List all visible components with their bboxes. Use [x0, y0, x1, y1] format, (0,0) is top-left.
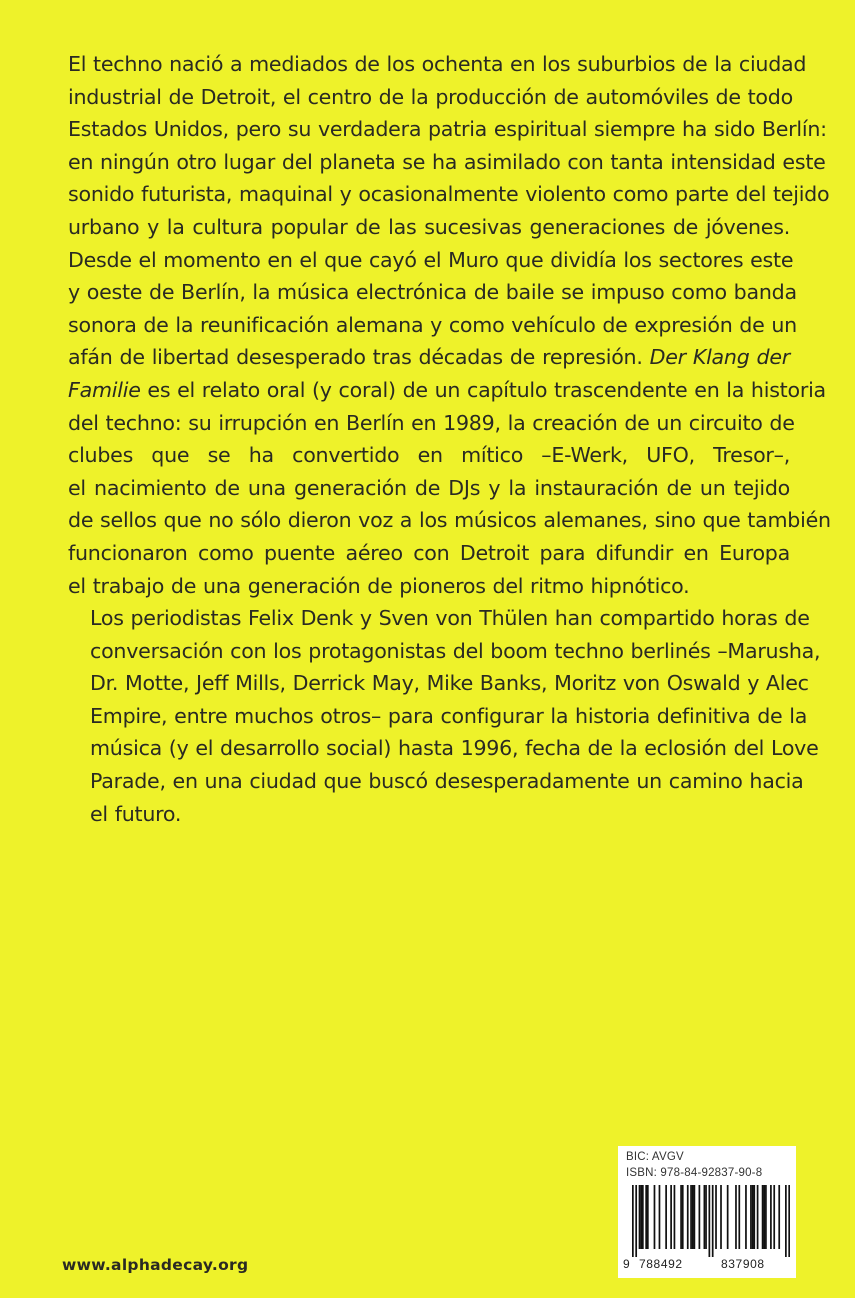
barcode-digits-right: 837908: [721, 1257, 765, 1271]
barcode-bar: [709, 1185, 711, 1257]
bic-code: BIC: AVGV: [626, 1151, 684, 1163]
barcode-bar: [639, 1185, 641, 1249]
barcode-bar: [705, 1185, 707, 1249]
barcode-bar: [715, 1185, 717, 1249]
back-cover-blurb: [68, 48, 831, 830]
barcode-bar: [687, 1185, 689, 1249]
book-title: Familie: [68, 377, 141, 402]
blurb-line: Parade, en una ciudad que buscó desesperadamente un camino hacia: [90, 769, 804, 794]
blurb-text: es el relato oral (y coral) de un capítulo trascendente en la historia: [147, 377, 826, 402]
barcode-bar: [720, 1185, 722, 1249]
barcode-bar: [647, 1185, 649, 1249]
blurb-line: clubes que se ha convertido en mítico –E-Werk, UFO, Tresor–,: [68, 443, 790, 468]
barcode-bar: [712, 1185, 714, 1257]
barcode-bar: [773, 1185, 775, 1249]
blurb-line: música (y el desarrollo social) hasta 1996, fecha de la eclosión del Love: [90, 736, 819, 761]
barcode-bar: [770, 1185, 772, 1249]
book-title: Der Klang der: [649, 345, 790, 370]
blurb-line: Empire, entre muchos otros– para configurar la historia definitiva de la: [90, 703, 808, 728]
barcode-bar: [753, 1185, 755, 1249]
blurb-line-with-title: [68, 374, 826, 407]
barcode-bar: [704, 1185, 706, 1249]
barcode-bar: [752, 1185, 754, 1249]
blurb-line: el nacimiento de una generación de DJs y la instauración de un tejido: [68, 475, 790, 500]
blurb-line: sonido futurista, maquinal y ocasionalmente violento como parte del tejido: [68, 182, 830, 207]
barcode-bar: [727, 1185, 729, 1249]
barcode-bar: [699, 1185, 701, 1249]
barcode-graphic: [632, 1185, 790, 1257]
blurb-line: Los periodistas Felix Denk y Sven von Thülen han compartido horas de: [90, 606, 810, 631]
barcode-bar: [738, 1185, 740, 1249]
blurb-line: funcionaron como puente aéreo con Detroit para difundir en Europa: [68, 540, 790, 565]
barcode-bar: [680, 1185, 682, 1249]
barcode-bar: [785, 1185, 787, 1257]
barcode-bar: [635, 1185, 637, 1257]
barcode-bar: [692, 1185, 694, 1249]
barcode-digits-left: 788492: [639, 1257, 683, 1271]
barcode-bar: [762, 1185, 764, 1249]
barcode-bar: [659, 1185, 661, 1249]
barcode-bar: [757, 1185, 759, 1249]
blurb-line: conversación con los protagonistas del boom techno berlinés –Marusha,: [90, 638, 821, 663]
publisher-website: www.alphadecay.org: [62, 1256, 249, 1274]
blurb-line: el futuro.: [90, 801, 182, 826]
blurb-line: Estados Unidos, pero su verdadera patria espiritual siempre ha sido Berlín:: [68, 117, 827, 142]
barcode-bar: [788, 1185, 790, 1257]
barcode-bar: [763, 1185, 765, 1249]
blurb-line: en ningún otro lugar del planeta se ha asimilado con tanta intensidad este: [68, 149, 826, 174]
barcode-bar: [645, 1185, 647, 1249]
isbn-barcode-label: [618, 1146, 796, 1278]
blurb-text: afán de libertad desesperado tras décadas de represión.: [68, 345, 643, 370]
blurb-line: de sellos que no sólo dieron voz a los músicos alemanes, sino que también: [68, 508, 831, 533]
blurb-line: Dr. Motte, Jeff Mills, Derrick May, Mike Banks, Moritz von Oswald y Alec: [90, 671, 809, 696]
barcode-bar: [665, 1185, 667, 1249]
barcode-bar: [694, 1185, 696, 1249]
barcode-bar: [642, 1185, 644, 1249]
barcode-bar: [735, 1185, 737, 1249]
blurb-line: sonora de la reunificación alemana y como vehículo de expresión de un: [68, 312, 797, 337]
barcode-bar: [745, 1185, 747, 1249]
barcode-bar: [682, 1185, 684, 1249]
isbn-number: ISBN: 978-84-92837-90-8: [626, 1167, 763, 1179]
barcode-bar: [765, 1185, 767, 1249]
blurb-line: industrial de Detroit, el centro de la producción de automóviles de todo: [68, 84, 793, 109]
barcode-bar: [670, 1185, 672, 1249]
barcode-bar: [690, 1185, 692, 1249]
blurb-paragraph-2: [68, 602, 821, 830]
blurb-line: del techno: su irrupción en Berlín en 1989, la creación de un circuito de: [68, 410, 795, 435]
barcode-bar: [750, 1185, 752, 1249]
barcode-bar: [778, 1185, 780, 1249]
barcode-bar: [632, 1185, 634, 1257]
blurb-line: urbano y la cultura popular de las sucesivas generaciones de jóvenes.: [68, 214, 790, 239]
blurb-line: el trabajo de una generación de pioneros del ritmo hipnótico.: [68, 573, 690, 598]
barcode-digit-lead: 9: [623, 1257, 631, 1271]
blurb-line: Desde el momento en el que cayó el Muro que dividía los sectores este: [68, 247, 794, 272]
barcode-bar: [640, 1185, 642, 1249]
barcode-bar: [674, 1185, 676, 1249]
blurb-line: El techno nació a mediados de los ochenta en los suburbios de la ciudad: [68, 52, 807, 76]
blurb-line: y oeste de Berlín, la música electrónica de baile se impuso como banda: [68, 280, 797, 305]
blurb-line-with-title: [68, 341, 790, 374]
blurb-paragraph-1: [68, 48, 831, 602]
barcode-bar: [654, 1185, 656, 1249]
